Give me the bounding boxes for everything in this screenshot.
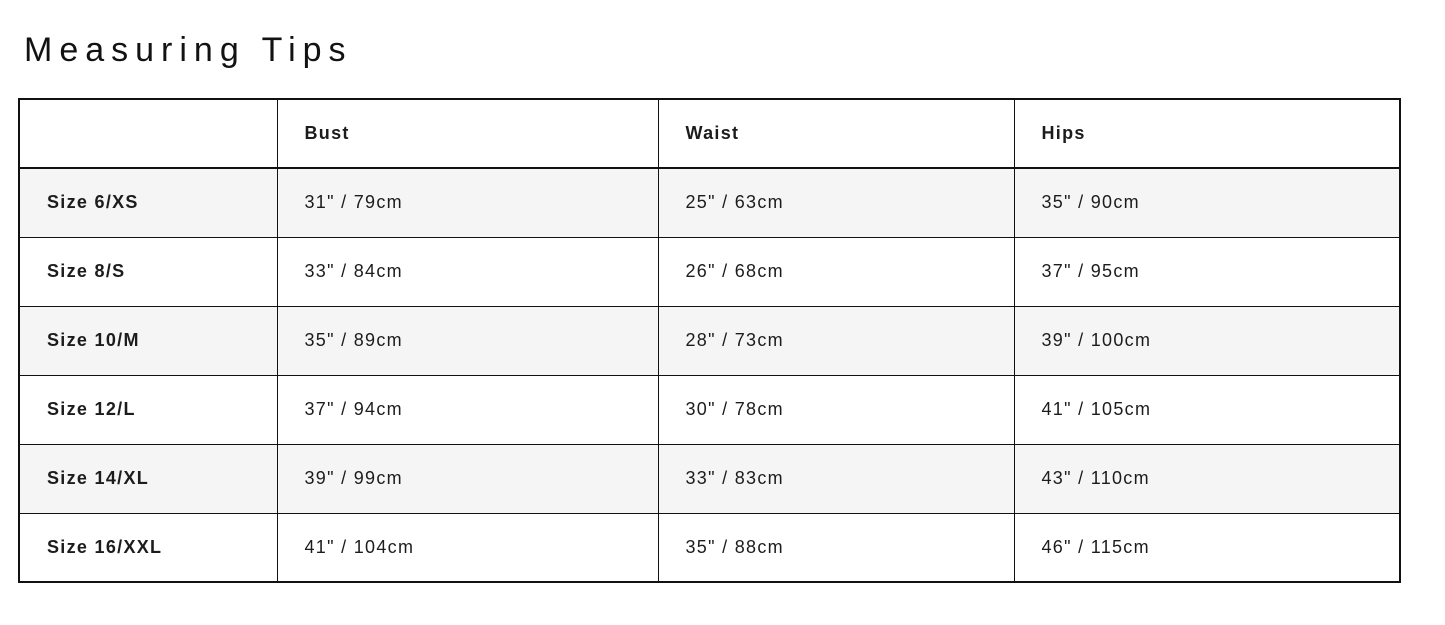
hips-cell: 41" / 105cm — [1014, 375, 1400, 444]
table-header-row — [19, 99, 1400, 168]
waist-cell: 30" / 78cm — [658, 375, 1014, 444]
column-header-waist: Waist — [658, 99, 1014, 168]
column-header-empty — [19, 99, 277, 168]
table-row-size-12-l — [19, 375, 1400, 444]
hips-cell: 43" / 110cm — [1014, 444, 1400, 513]
column-header-bust: Bust — [277, 99, 658, 168]
size-cell: Size 6/XS — [19, 168, 277, 237]
bust-cell: 39" / 99cm — [277, 444, 658, 513]
size-cell: Size 8/S — [19, 237, 277, 306]
bust-cell: 37" / 94cm — [277, 375, 658, 444]
waist-cell: 35" / 88cm — [658, 513, 1014, 582]
hips-cell: 37" / 95cm — [1014, 237, 1400, 306]
bust-cell: 41" / 104cm — [277, 513, 658, 582]
table-row-size-14-xl — [19, 444, 1400, 513]
table-header — [19, 99, 1400, 168]
bust-cell: 31" / 79cm — [277, 168, 658, 237]
waist-cell: 33" / 83cm — [658, 444, 1014, 513]
waist-cell: 26" / 68cm — [658, 237, 1014, 306]
table-row-size-16-xxl — [19, 513, 1400, 582]
size-chart-table — [18, 98, 1401, 583]
column-header-hips: Hips — [1014, 99, 1400, 168]
table-row-size-10-m — [19, 306, 1400, 375]
hips-cell: 46" / 115cm — [1014, 513, 1400, 582]
waist-cell: 25" / 63cm — [658, 168, 1014, 237]
table-row-size-8-s — [19, 237, 1400, 306]
page-title: Measuring Tips — [24, 30, 353, 69]
waist-cell: 28" / 73cm — [658, 306, 1014, 375]
hips-cell: 39" / 100cm — [1014, 306, 1400, 375]
table-body — [19, 168, 1400, 582]
bust-cell: 35" / 89cm — [277, 306, 658, 375]
size-cell: Size 14/XL — [19, 444, 277, 513]
table-row-size-6-xs — [19, 168, 1400, 237]
bust-cell: 33" / 84cm — [277, 237, 658, 306]
size-cell: Size 16/XXL — [19, 513, 277, 582]
hips-cell: 35" / 90cm — [1014, 168, 1400, 237]
size-cell: Size 12/L — [19, 375, 277, 444]
size-cell: Size 10/M — [19, 306, 277, 375]
